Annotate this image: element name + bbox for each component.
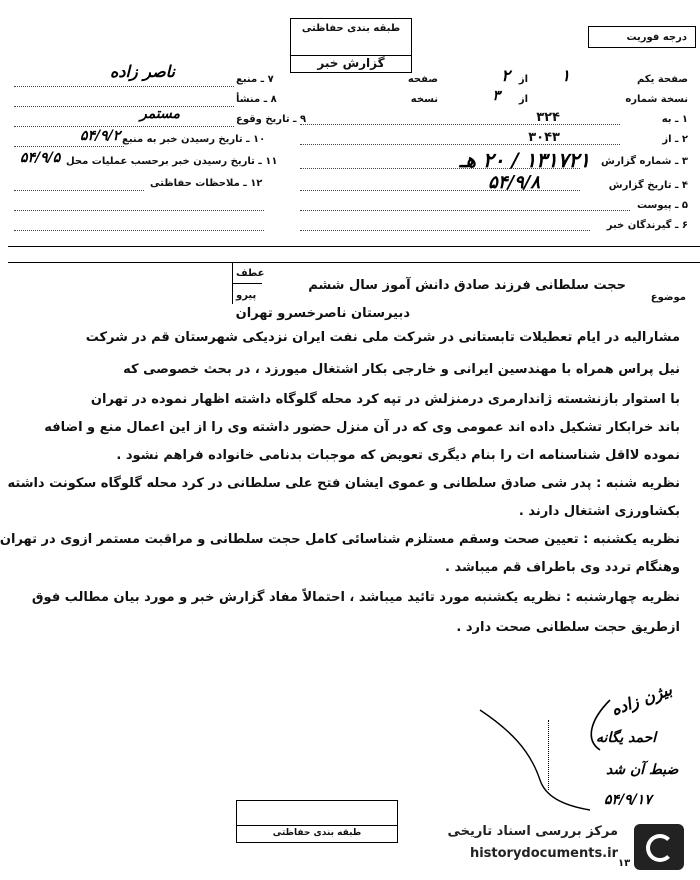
item4-value: ۵۴/۹/۸ bbox=[488, 172, 540, 193]
item5-label: ۵ ـ پیوست bbox=[636, 200, 688, 211]
dotted-line bbox=[300, 190, 580, 191]
left-field-11: ۱۱ ـ تاریخ رسیدن خبر برحسب عملیات محل bbox=[66, 156, 278, 167]
dotted-line bbox=[14, 210, 264, 211]
subject-label: موضوع bbox=[650, 292, 686, 303]
item6-label: ۶ ـ گیرندگان خبر bbox=[606, 220, 688, 231]
dotted-line bbox=[300, 144, 620, 145]
dotted-line bbox=[300, 230, 590, 231]
item1-label: ۱ ـ به bbox=[661, 114, 688, 125]
page-number-value: ۱ bbox=[561, 66, 570, 85]
signature-line2: احمد یگانه bbox=[596, 730, 657, 746]
ref-label: عطف bbox=[236, 268, 265, 279]
report-type: گزارش خبر bbox=[317, 56, 385, 70]
signature-scribble bbox=[470, 690, 620, 820]
body-line: نظریه یکشنبه : تعیین صحت وسقم مستلزم شناسائی کامل حجت سلطانی و مراقبت مستمر ازوی در تهران bbox=[0, 532, 680, 547]
left-field-10: ۱۰ ـ تاریخ رسیدن خبر به منبع bbox=[122, 134, 266, 145]
body-line: بکشاورزی اشتغال دارند . bbox=[518, 504, 680, 519]
subject-text: حجت سلطانی فرزند صادق دانش آموز سال ششم bbox=[308, 278, 626, 293]
body-line: مشارالیه در ایام تعطیلات تابستانی در شرکت ملی نفت ایران نزدیکی شهرستان قم در شرکت bbox=[85, 330, 680, 345]
dotted-line bbox=[14, 146, 124, 147]
watermark-url: historydocuments.ir bbox=[469, 846, 618, 861]
classification-label: طبقه بندی حفاظتی bbox=[301, 23, 401, 34]
body-line: وهنگام تردد وی باطراف قم میباشد . bbox=[445, 560, 680, 575]
item3-label: ۳ ـ شماره گزارش bbox=[601, 156, 688, 167]
dotted-line bbox=[300, 124, 620, 125]
page-number: ۱۳ bbox=[618, 858, 631, 869]
body-line: با استوار بازنشسته ژاندارمری درمنزلش در تپه کرد محله گلوگاه داشته اظهار نموده در تهران bbox=[90, 392, 680, 407]
news-to-source-value: ۵۴/۹/۲ bbox=[80, 128, 121, 144]
follow-up-label: پیرو bbox=[236, 290, 257, 301]
signature-line3: ضبط آن شد bbox=[606, 762, 679, 778]
dotted-line bbox=[14, 106, 234, 107]
footer-classification: طبقه بندی حفاظتی bbox=[236, 824, 398, 843]
copy-number-label: نسخة شماره bbox=[625, 94, 688, 105]
item1-value: ۳۲۴ bbox=[536, 110, 560, 125]
page-from-label: از bbox=[518, 74, 528, 85]
page-label: صفحه bbox=[407, 74, 438, 85]
left-field-7: ۷ ـ منبع bbox=[236, 74, 274, 85]
page-copy-label: صفحة یکم bbox=[636, 74, 688, 85]
subject-sub: دبیرستان ناصرخسرو تهران bbox=[235, 306, 410, 321]
footer-box bbox=[236, 800, 398, 826]
margin-dotted-line bbox=[548, 720, 549, 790]
source-value: ناصر زاده bbox=[110, 62, 175, 81]
occurrence-value: مستمر bbox=[140, 106, 181, 122]
body-line: نیل پراس همراه با مهندسین ایرانی و خارجی بکار اشتغال میورزد ، در بحث خصوصی که bbox=[123, 362, 680, 377]
item4-label: ۴ ـ تاریخ گزارش bbox=[608, 180, 688, 191]
urgency-box: درجه فوریت bbox=[588, 26, 696, 48]
report-type-box bbox=[290, 54, 412, 73]
copy-from-label: از bbox=[518, 94, 528, 105]
body-line: باند خرابکار تشکیل داده اند عمومی وی که در آن منزل حضور داشته وی را از این اعمال منع و اضافه bbox=[44, 420, 680, 435]
left-field-8: ۸ ـ منشأ bbox=[236, 94, 277, 105]
item2-label: ۲ ـ از bbox=[662, 134, 688, 145]
body-line: نظریه چهارشنبه : نظریه یکشنبه مورد تائید میباشد ، احتمالاً مفاد گزارش خبر و مورد بیان مطالب فوق bbox=[31, 590, 680, 605]
left-field-9: ۹ ـ تاریخ وقوع bbox=[236, 114, 307, 125]
copy-count-value: ۳ bbox=[492, 88, 500, 104]
dotted-line bbox=[14, 190, 144, 191]
watermark-title: مرکز بررسی اسناد تاریخی bbox=[447, 824, 618, 839]
dotted-line bbox=[300, 210, 630, 211]
dotted-line bbox=[14, 230, 264, 231]
dotted-line bbox=[300, 168, 580, 169]
body-line: نظریه شنبه : پدر شی صادق سلطانی و عموی ایشان فتح علی سلطانی در کرد محله گلوگاه سکونت داشته bbox=[7, 476, 680, 491]
watermark bbox=[420, 822, 692, 872]
dotted-line bbox=[14, 126, 234, 127]
news-operation-value: ۵۴/۹/۵ bbox=[20, 150, 61, 166]
archive-logo-icon bbox=[634, 824, 684, 870]
left-field-12: ۱۲ ـ ملاحظات حفاظتی bbox=[150, 178, 263, 189]
subject-separator-top bbox=[8, 262, 700, 263]
classification-box bbox=[290, 18, 412, 56]
dotted-line bbox=[14, 86, 234, 87]
page-count-value: ۲ bbox=[501, 66, 510, 85]
item2-value: ۳۰۴۳ bbox=[528, 130, 560, 145]
body-line: نموده لااقل شناسنامه ات را بنام دیگری تعویض که موجبات بدنامی خانواده فراهم نشود . bbox=[116, 448, 680, 463]
signature-date: ۵۴/۹/۱۷ bbox=[604, 792, 652, 808]
item3-value: ۱۳۱۷۲۱ / ۲۰ هـ bbox=[459, 148, 590, 172]
signature-line1: بیژن زاده bbox=[608, 679, 675, 720]
body-line: ازطریق حجت سلطانی صحت دارد . bbox=[456, 620, 680, 635]
header-separator bbox=[8, 246, 700, 247]
copy-label: نسخه bbox=[410, 94, 438, 105]
ref-divider-h bbox=[232, 283, 262, 284]
